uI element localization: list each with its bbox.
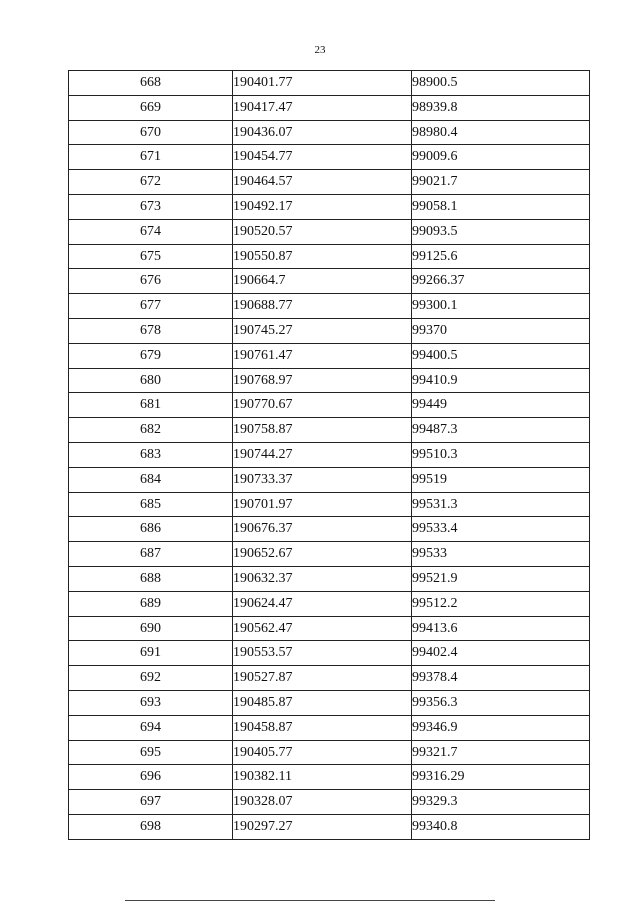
point-number-cell: 677 [69,294,233,319]
page-number: 23 [314,44,326,56]
x-coordinate-cell: 190454.77 [233,145,412,170]
x-coordinate-cell: 190485.87 [233,690,412,715]
point-number-cell: 671 [69,145,233,170]
x-coordinate-cell: 190382.11 [233,765,412,790]
y-coordinate-cell: 99093.5 [412,219,590,244]
x-coordinate-cell: 190328.07 [233,790,412,815]
x-coordinate-cell: 190688.77 [233,294,412,319]
table-row [69,71,590,96]
bottom-rule [125,900,495,901]
x-coordinate-cell: 190632.37 [233,566,412,591]
x-coordinate-cell: 190761.47 [233,343,412,368]
coordinate-table-body [69,71,590,840]
point-number-cell: 676 [69,269,233,294]
point-number-cell: 686 [69,517,233,542]
y-coordinate-cell: 99370 [412,318,590,343]
table-row [69,95,590,120]
table-row [69,790,590,815]
x-coordinate-cell: 190758.87 [233,418,412,443]
y-coordinate-cell: 99316.29 [412,765,590,790]
point-number-cell: 695 [69,740,233,765]
table-row [69,194,590,219]
y-coordinate-cell: 99125.6 [412,244,590,269]
point-number-cell: 684 [69,467,233,492]
x-coordinate-cell: 190562.47 [233,616,412,641]
y-coordinate-cell: 99487.3 [412,418,590,443]
x-coordinate-cell: 190744.27 [233,442,412,467]
x-coordinate-cell: 190527.87 [233,666,412,691]
table-row [69,368,590,393]
table-row [69,393,590,418]
table-row [69,517,590,542]
y-coordinate-cell: 98939.8 [412,95,590,120]
point-number-cell: 682 [69,418,233,443]
point-number-cell: 691 [69,641,233,666]
table-row [69,318,590,343]
point-number-cell: 698 [69,814,233,839]
x-coordinate-cell: 190676.37 [233,517,412,542]
x-coordinate-cell: 190624.47 [233,591,412,616]
table-row [69,145,590,170]
table-row [69,418,590,443]
y-coordinate-cell: 99329.3 [412,790,590,815]
x-coordinate-cell: 190745.27 [233,318,412,343]
table-row [69,641,590,666]
x-coordinate-cell: 190417.47 [233,95,412,120]
y-coordinate-cell: 99340.8 [412,814,590,839]
table-row [69,814,590,839]
table-row [69,616,590,641]
table-row [69,715,590,740]
x-coordinate-cell: 190297.27 [233,814,412,839]
point-number-cell: 679 [69,343,233,368]
x-coordinate-cell: 190520.57 [233,219,412,244]
coordinate-table [68,70,590,840]
point-number-cell: 681 [69,393,233,418]
point-number-cell: 669 [69,95,233,120]
x-coordinate-cell: 190770.67 [233,393,412,418]
y-coordinate-cell: 99410.9 [412,368,590,393]
y-coordinate-cell: 99413.6 [412,616,590,641]
table-row [69,269,590,294]
table-row [69,740,590,765]
table-row [69,219,590,244]
x-coordinate-cell: 190733.37 [233,467,412,492]
point-number-cell: 672 [69,170,233,195]
y-coordinate-cell: 99021.7 [412,170,590,195]
point-number-cell: 668 [69,71,233,96]
table-row [69,492,590,517]
x-coordinate-cell: 190553.57 [233,641,412,666]
table-row [69,591,590,616]
point-number-cell: 697 [69,790,233,815]
y-coordinate-cell: 99531.3 [412,492,590,517]
y-coordinate-cell: 99378.4 [412,666,590,691]
point-number-cell: 690 [69,616,233,641]
table-row [69,666,590,691]
y-coordinate-cell: 99512.2 [412,591,590,616]
y-coordinate-cell: 99058.1 [412,194,590,219]
x-coordinate-cell: 190401.77 [233,71,412,96]
table-row [69,467,590,492]
table-row [69,690,590,715]
table-row [69,120,590,145]
y-coordinate-cell: 99533.4 [412,517,590,542]
point-number-cell: 693 [69,690,233,715]
point-number-cell: 687 [69,542,233,567]
y-coordinate-cell: 99449 [412,393,590,418]
table-row [69,542,590,567]
y-coordinate-cell: 99009.6 [412,145,590,170]
y-coordinate-cell: 99519 [412,467,590,492]
y-coordinate-cell: 99510.3 [412,442,590,467]
point-number-cell: 680 [69,368,233,393]
x-coordinate-cell: 190550.87 [233,244,412,269]
point-number-cell: 674 [69,219,233,244]
table-row [69,566,590,591]
x-coordinate-cell: 190768.97 [233,368,412,393]
x-coordinate-cell: 190492.17 [233,194,412,219]
point-number-cell: 694 [69,715,233,740]
table-row [69,343,590,368]
x-coordinate-cell: 190405.77 [233,740,412,765]
point-number-cell: 689 [69,591,233,616]
x-coordinate-cell: 190458.87 [233,715,412,740]
y-coordinate-cell: 99321.7 [412,740,590,765]
y-coordinate-cell: 99533 [412,542,590,567]
x-coordinate-cell: 190664.7 [233,269,412,294]
point-number-cell: 685 [69,492,233,517]
table-row [69,294,590,319]
x-coordinate-cell: 190436.07 [233,120,412,145]
point-number-cell: 696 [69,765,233,790]
x-coordinate-cell: 190652.67 [233,542,412,567]
point-number-cell: 683 [69,442,233,467]
x-coordinate-cell: 190701.97 [233,492,412,517]
y-coordinate-cell: 99400.5 [412,343,590,368]
y-coordinate-cell: 99521.9 [412,566,590,591]
point-number-cell: 678 [69,318,233,343]
table-row [69,170,590,195]
y-coordinate-cell: 98900.5 [412,71,590,96]
y-coordinate-cell: 99402.4 [412,641,590,666]
point-number-cell: 673 [69,194,233,219]
table-row [69,244,590,269]
y-coordinate-cell: 99266.37 [412,269,590,294]
y-coordinate-cell: 99356.3 [412,690,590,715]
y-coordinate-cell: 99346.9 [412,715,590,740]
point-number-cell: 670 [69,120,233,145]
y-coordinate-cell: 98980.4 [412,120,590,145]
table-row [69,765,590,790]
point-number-cell: 688 [69,566,233,591]
y-coordinate-cell: 99300.1 [412,294,590,319]
point-number-cell: 692 [69,666,233,691]
x-coordinate-cell: 190464.57 [233,170,412,195]
point-number-cell: 675 [69,244,233,269]
table-row [69,442,590,467]
